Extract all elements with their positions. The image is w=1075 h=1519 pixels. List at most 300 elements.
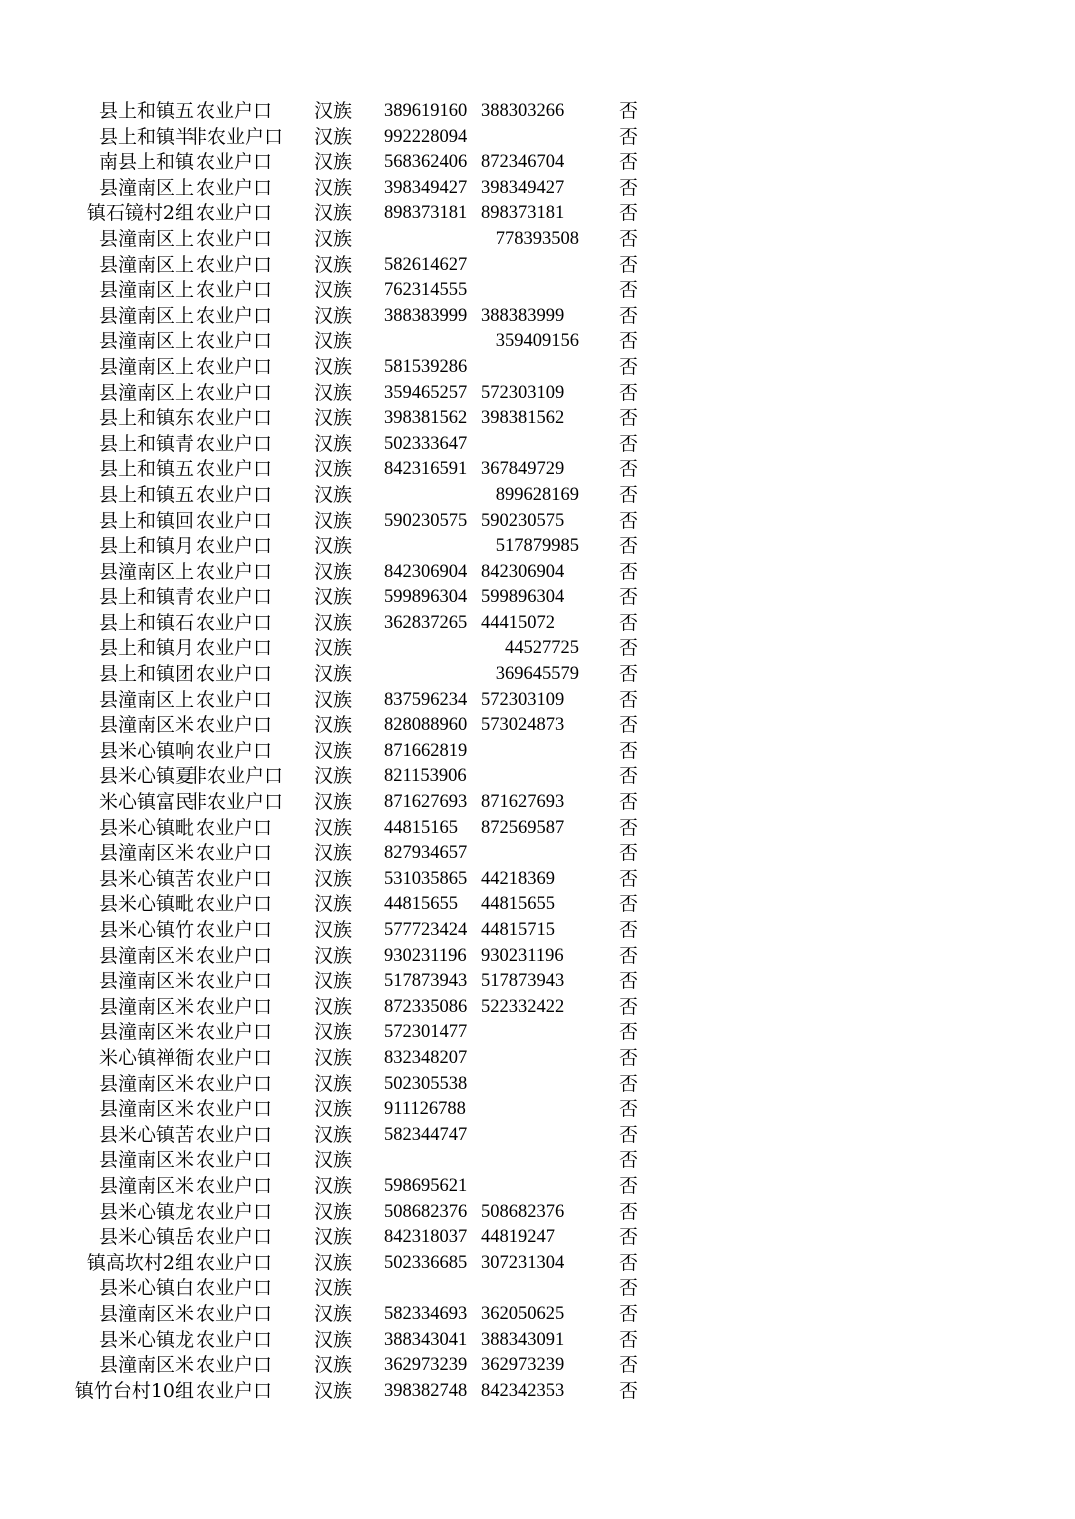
phone-cell: [384, 150, 579, 176]
flag-cell: 否: [619, 714, 639, 737]
phone-primary: 577723424: [384, 920, 468, 940]
phone-cell: [384, 1379, 579, 1405]
flag-cell: 否: [619, 688, 639, 711]
phone-cell: [384, 892, 579, 918]
table-row: [0, 662, 1075, 688]
address-cell: 县上和镇五: [98, 100, 194, 122]
address-cell: 县潼南区米: [98, 842, 194, 865]
table-row: [0, 432, 1075, 458]
hukou-type-cell: 农业户口: [196, 995, 273, 1018]
phone-cell: [384, 125, 579, 151]
address-cell: 县潼南区米: [98, 1098, 194, 1121]
phone-cell: [384, 1353, 579, 1379]
table-row: [0, 278, 1075, 304]
phone-cell: [384, 201, 579, 227]
address-cell: 县米心镇苦: [98, 867, 194, 890]
ethnicity-cell: 汉族: [314, 1149, 353, 1172]
phone-secondary: 388383999: [481, 305, 565, 326]
phone-cell: [384, 944, 579, 970]
phone-cell: [384, 764, 579, 790]
phone-secondary: 572303109: [481, 382, 565, 403]
phone-primary: 398349427: [384, 177, 468, 198]
table-row: [0, 944, 1075, 970]
phone-primary: 898373181: [384, 203, 468, 224]
flag-cell: 否: [619, 100, 639, 122]
phone-primary: 832348207: [384, 1047, 468, 1068]
hukou-type-cell: 农业户口: [196, 970, 273, 993]
phone-primary: 502336685: [384, 1252, 468, 1273]
phone-primary: 842318037: [384, 1227, 468, 1248]
table-row: [0, 790, 1075, 816]
phone-cell: [384, 1200, 579, 1226]
address-cell: 县米心镇夏: [98, 765, 194, 788]
phone-primary: 871662819: [384, 740, 468, 761]
phone-primary: 388343041: [384, 1329, 468, 1350]
phone-cell: [384, 457, 579, 483]
ethnicity-cell: 汉族: [314, 1072, 353, 1095]
ethnicity-cell: 汉族: [314, 1226, 353, 1249]
address-cell: 县米心镇响: [98, 739, 194, 762]
phone-primary: 398381562: [384, 408, 468, 429]
table-row: [0, 329, 1075, 355]
ethnicity-cell: 汉族: [314, 407, 353, 430]
address-cell: 县潼南区米: [98, 944, 194, 967]
flag-cell: 否: [619, 995, 639, 1018]
phone-primary: 502305538: [384, 1073, 468, 1094]
address-cell: 镇石镜村2组: [86, 202, 194, 225]
table-row: [0, 509, 1075, 535]
phone-secondary: 367849729: [481, 459, 565, 480]
flag-cell: 否: [619, 765, 639, 788]
phone-primary: 362973239: [384, 1355, 468, 1376]
ethnicity-cell: 汉族: [314, 355, 353, 378]
phone-primary: 837596234: [384, 689, 468, 710]
phone-cell: [384, 1328, 579, 1354]
phone-secondary: 778393508: [495, 228, 579, 249]
hukou-type-cell: 农业户口: [196, 100, 273, 122]
hukou-type-cell: 非农业户口: [188, 791, 284, 814]
phone-cell: [384, 739, 579, 765]
flag-cell: 否: [619, 611, 639, 634]
table-row: [0, 457, 1075, 483]
flag-cell: 否: [619, 1098, 639, 1121]
ethnicity-cell: 汉族: [314, 227, 353, 250]
phone-primary: 582344747: [384, 1124, 468, 1145]
ethnicity-cell: 汉族: [314, 867, 353, 890]
ethnicity-cell: 汉族: [314, 1277, 353, 1300]
ethnicity-cell: 汉族: [314, 1098, 353, 1121]
ethnicity-cell: 汉族: [314, 279, 353, 302]
hukou-type-cell: 农业户口: [196, 509, 273, 532]
ethnicity-cell: 汉族: [314, 663, 353, 686]
phone-primary: 599896304: [384, 587, 468, 608]
phone-cell: [384, 841, 579, 867]
hukou-type-cell: 农业户口: [196, 458, 273, 481]
phone-secondary: 359409156: [495, 331, 579, 352]
address-cell: 县潼南区上: [98, 355, 194, 378]
flag-cell: 否: [619, 919, 639, 941]
phone-cell: [384, 1020, 579, 1046]
hukou-type-cell: 农业户口: [196, 1098, 273, 1121]
hukou-type-cell: 农业户口: [196, 381, 273, 404]
hukou-type-cell: 农业户口: [196, 842, 273, 865]
address-cell: 县上和镇月: [98, 535, 194, 558]
ethnicity-cell: 汉族: [314, 1123, 353, 1146]
hukou-type-cell: 农业户口: [196, 560, 273, 583]
hukou-type-cell: 农业户口: [196, 1123, 273, 1146]
table-row: [0, 1353, 1075, 1379]
ethnicity-cell: 汉族: [314, 944, 353, 967]
ethnicity-cell: 汉族: [314, 1328, 353, 1351]
address-cell: 县潼南区上: [98, 560, 194, 583]
ethnicity-cell: 汉族: [314, 151, 353, 174]
phone-cell: [384, 969, 579, 995]
phone-primary: 389619160: [384, 101, 468, 121]
phone-secondary: 599896304: [481, 587, 565, 608]
phone-cell: [384, 560, 579, 586]
ethnicity-cell: 汉族: [314, 739, 353, 762]
ethnicity-cell: 汉族: [314, 637, 353, 660]
table-row: [0, 1174, 1075, 1200]
ethnicity-cell: 汉族: [314, 919, 353, 941]
phone-cell: [384, 918, 579, 944]
table-row: [0, 406, 1075, 432]
phone-primary: 827934657: [384, 843, 468, 864]
hukou-type-cell: 农业户口: [196, 816, 273, 839]
ethnicity-cell: 汉族: [314, 432, 353, 455]
phone-cell: [384, 688, 579, 714]
address-cell: 县米心镇毗: [98, 816, 194, 839]
address-cell: 镇竹台村10组: [74, 1379, 194, 1402]
phone-secondary: 44527725: [505, 638, 579, 659]
phone-cell: [384, 1225, 579, 1251]
table-row: [0, 918, 1075, 944]
flag-cell: 否: [619, 893, 639, 916]
address-cell: 镇高坎村2组: [86, 1251, 194, 1274]
phone-primary: 44815165: [384, 817, 458, 838]
address-cell: 县米心镇毗: [98, 893, 194, 916]
hukou-type-cell: 农业户口: [196, 1021, 273, 1044]
phone-primary: 930231196: [384, 945, 467, 966]
address-cell: 县上和镇青: [98, 432, 194, 455]
ethnicity-cell: 汉族: [314, 381, 353, 404]
phone-secondary: 398381562: [481, 408, 565, 429]
hukou-type-cell: 农业户口: [196, 1200, 273, 1223]
ethnicity-cell: 汉族: [314, 125, 353, 148]
hukou-type-cell: 非农业户口: [188, 765, 284, 788]
phone-primary: 871627693: [384, 792, 468, 813]
phone-cell: [384, 1097, 579, 1123]
ethnicity-cell: 汉族: [314, 1174, 353, 1197]
flag-cell: 否: [619, 1046, 639, 1069]
ethnicity-cell: 汉族: [314, 714, 353, 737]
flag-cell: 否: [619, 458, 639, 481]
hukou-type-cell: 农业户口: [196, 202, 273, 225]
address-cell: 县潼南区米: [98, 1174, 194, 1197]
phone-primary: 842316591: [384, 459, 468, 480]
phone-cell: [384, 1251, 579, 1277]
phone-primary: 508682376: [384, 1201, 468, 1222]
ethnicity-cell: 汉族: [314, 611, 353, 634]
table-row: [0, 99, 1075, 125]
phone-cell: [384, 227, 579, 253]
flag-cell: 否: [619, 1226, 639, 1249]
phone-cell: [384, 816, 579, 842]
phone-secondary: 44815655: [481, 894, 555, 915]
ethnicity-cell: 汉族: [314, 253, 353, 276]
hukou-type-cell: 农业户口: [196, 867, 273, 890]
hukou-type-cell: 农业户口: [196, 407, 273, 430]
flag-cell: 否: [619, 586, 639, 609]
hukou-type-cell: 农业户口: [196, 1226, 273, 1249]
ethnicity-cell: 汉族: [314, 1251, 353, 1274]
hukou-type-cell: 农业户口: [196, 176, 273, 199]
table-row: [0, 867, 1075, 893]
phone-cell: [384, 662, 579, 688]
address-cell: 县潼南区米: [98, 714, 194, 737]
flag-cell: 否: [619, 1200, 639, 1223]
flag-cell: 否: [619, 791, 639, 814]
table-row: [0, 688, 1075, 714]
flag-cell: 否: [619, 1072, 639, 1095]
table-row: [0, 253, 1075, 279]
flag-cell: 否: [619, 1174, 639, 1197]
flag-cell: 否: [619, 1328, 639, 1351]
phone-secondary: 398349427: [481, 177, 565, 198]
phone-primary: 531035865: [384, 868, 468, 889]
hukou-type-cell: 农业户口: [196, 893, 273, 916]
hukou-type-cell: 农业户口: [196, 637, 273, 660]
address-cell: 县上和镇团: [98, 663, 194, 686]
phone-cell: [384, 253, 579, 279]
phone-primary: 388383999: [384, 305, 468, 326]
phone-primary: 502333647: [384, 433, 468, 454]
address-cell: 县潼南区米: [98, 1072, 194, 1095]
flag-cell: 否: [619, 253, 639, 276]
phone-secondary: 369645579: [495, 664, 579, 685]
phone-cell: [384, 995, 579, 1021]
hukou-type-cell: 农业户口: [196, 1174, 273, 1197]
phone-cell: [384, 1123, 579, 1149]
flag-cell: 否: [619, 509, 639, 532]
table-row: [0, 841, 1075, 867]
hukou-type-cell: 农业户口: [196, 355, 273, 378]
flag-cell: 否: [619, 1379, 639, 1402]
phone-cell: [384, 1276, 579, 1302]
ethnicity-cell: 汉族: [314, 535, 353, 558]
address-cell: 县上和镇青: [98, 586, 194, 609]
hukou-type-cell: 农业户口: [196, 688, 273, 711]
phone-secondary: 842306904: [481, 561, 565, 582]
phone-secondary: 590230575: [481, 510, 565, 531]
phone-secondary: 899628169: [495, 484, 579, 505]
address-cell: 县米心镇竹: [98, 919, 194, 941]
flag-cell: 否: [619, 279, 639, 302]
table-row: [0, 483, 1075, 509]
table-row: [0, 1097, 1075, 1123]
phone-secondary: 842342353: [481, 1380, 565, 1401]
table-row: [0, 1020, 1075, 1046]
ethnicity-cell: 汉族: [314, 816, 353, 839]
ethnicity-cell: 汉族: [314, 765, 353, 788]
flag-cell: 否: [619, 381, 639, 404]
address-cell: 县潼南区上: [98, 330, 194, 353]
address-cell: 县上和镇半: [98, 125, 194, 148]
flag-cell: 否: [619, 125, 639, 148]
phone-primary: 582334693: [384, 1303, 468, 1324]
hukou-type-cell: 农业户口: [196, 1354, 273, 1377]
phone-cell: [384, 304, 579, 330]
hukou-type-cell: 农业户口: [196, 1379, 273, 1402]
ethnicity-cell: 汉族: [314, 893, 353, 916]
table-row: [0, 585, 1075, 611]
phone-cell: [384, 611, 579, 637]
flag-cell: 否: [619, 1354, 639, 1377]
address-cell: 米心镇富民: [98, 791, 194, 814]
phone-secondary: 573024873: [481, 715, 565, 736]
table-row: [0, 355, 1075, 381]
flag-cell: 否: [619, 176, 639, 199]
table-row: [0, 1302, 1075, 1328]
flag-cell: 否: [619, 1021, 639, 1044]
phone-cell: [384, 176, 579, 202]
address-cell: 县上和镇东: [98, 407, 194, 430]
phone-primary: 582614627: [384, 254, 468, 275]
table-row: [0, 1328, 1075, 1354]
address-cell: 县潼南区米: [98, 1354, 194, 1377]
ethnicity-cell: 汉族: [314, 560, 353, 583]
table-row: [0, 764, 1075, 790]
hukou-type-cell: 农业户口: [196, 611, 273, 634]
phone-secondary: 44815715: [481, 920, 555, 940]
phone-cell: [384, 713, 579, 739]
flag-cell: 否: [619, 535, 639, 558]
table-row: [0, 1148, 1075, 1174]
hukou-type-cell: 农业户口: [196, 279, 273, 302]
address-cell: 县上和镇石: [98, 611, 194, 634]
hukou-type-cell: 农业户口: [196, 1149, 273, 1172]
flag-cell: 否: [619, 202, 639, 225]
table-row: [0, 304, 1075, 330]
address-cell: 县潼南区米: [98, 1302, 194, 1325]
address-cell: 县潼南区上: [98, 253, 194, 276]
phone-secondary: 898373181: [481, 203, 565, 224]
flag-cell: 否: [619, 1302, 639, 1325]
address-cell: 县上和镇五: [98, 458, 194, 481]
phone-primary: 762314555: [384, 280, 468, 301]
phone-secondary: 307231304: [481, 1252, 565, 1273]
ethnicity-cell: 汉族: [314, 1354, 353, 1377]
phone-primary: 872335086: [384, 996, 468, 1017]
ethnicity-cell: 汉族: [314, 202, 353, 225]
flag-cell: 否: [619, 663, 639, 686]
table-row: [0, 1123, 1075, 1149]
hukou-type-cell: 农业户口: [196, 1072, 273, 1095]
address-cell: 县潼南区上: [98, 227, 194, 250]
phone-cell: [384, 585, 579, 611]
flag-cell: 否: [619, 1277, 639, 1300]
phone-cell: [384, 1148, 579, 1174]
table-row: [0, 995, 1075, 1021]
ethnicity-cell: 汉族: [314, 842, 353, 865]
ethnicity-cell: 汉族: [314, 791, 353, 814]
address-cell: 县米心镇苦: [98, 1123, 194, 1146]
ethnicity-cell: 汉族: [314, 330, 353, 353]
table-row: [0, 201, 1075, 227]
flag-cell: 否: [619, 867, 639, 890]
phone-cell: [384, 432, 579, 458]
phone-cell: [384, 381, 579, 407]
hukou-type-cell: 农业户口: [196, 535, 273, 558]
phone-primary: 598695621: [384, 1175, 468, 1196]
table-row: [0, 892, 1075, 918]
table-row: [0, 1046, 1075, 1072]
table-row: [0, 176, 1075, 202]
hukou-type-cell: 农业户口: [196, 1277, 273, 1300]
phone-primary: 911126788: [384, 1099, 466, 1120]
phone-secondary: 44819247: [481, 1227, 555, 1248]
phone-cell: [384, 636, 579, 662]
address-cell: 县潼南区米: [98, 1149, 194, 1172]
ethnicity-cell: 汉族: [314, 483, 353, 506]
address-cell: 南县上和镇: [98, 151, 194, 174]
phone-primary: 581539286: [384, 356, 468, 377]
hukou-type-cell: 农业户口: [196, 586, 273, 609]
hukou-type-cell: 农业户口: [196, 304, 273, 327]
phone-cell: [384, 790, 579, 816]
table-row: [0, 1200, 1075, 1226]
hukou-type-cell: 农业户口: [196, 330, 273, 353]
ethnicity-cell: 汉族: [314, 304, 353, 327]
phone-primary: 590230575: [384, 510, 468, 531]
hukou-type-cell: 农业户口: [196, 483, 273, 506]
phone-cell: [384, 278, 579, 304]
address-cell: 县米心镇龙: [98, 1328, 194, 1351]
ethnicity-cell: 汉族: [314, 688, 353, 711]
phone-primary: 398382748: [384, 1380, 468, 1401]
flag-cell: 否: [619, 483, 639, 506]
address-cell: 县潼南区上: [98, 304, 194, 327]
table-row: [0, 816, 1075, 842]
phone-secondary: 930231196: [481, 945, 564, 966]
hukou-type-cell: 农业户口: [196, 944, 273, 967]
hukou-type-cell: 农业户口: [196, 1046, 273, 1069]
phone-primary: 517873943: [384, 971, 468, 992]
address-cell: 县上和镇回: [98, 509, 194, 532]
address-cell: 县上和镇月: [98, 637, 194, 660]
phone-primary: 568362406: [384, 152, 468, 173]
ethnicity-cell: 汉族: [314, 995, 353, 1018]
phone-secondary: 517873943: [481, 971, 565, 992]
phone-cell: [384, 99, 579, 125]
phone-cell: [384, 355, 579, 381]
phone-cell: [384, 1174, 579, 1200]
flag-cell: 否: [619, 970, 639, 993]
address-cell: 县潼南区米: [98, 1021, 194, 1044]
hukou-type-cell: 农业户口: [196, 253, 273, 276]
ethnicity-cell: 汉族: [314, 458, 353, 481]
ethnicity-cell: 汉族: [314, 1379, 353, 1402]
hukou-type-cell: 农业户口: [196, 1251, 273, 1274]
hukou-type-cell: 农业户口: [196, 919, 273, 941]
phone-cell: [384, 329, 579, 355]
table-row: [0, 125, 1075, 151]
flag-cell: 否: [619, 560, 639, 583]
phone-cell: [384, 509, 579, 535]
address-cell: 米心镇禅衙: [98, 1046, 194, 1069]
ethnicity-cell: 汉族: [314, 1200, 353, 1223]
phone-primary: 842306904: [384, 561, 468, 582]
